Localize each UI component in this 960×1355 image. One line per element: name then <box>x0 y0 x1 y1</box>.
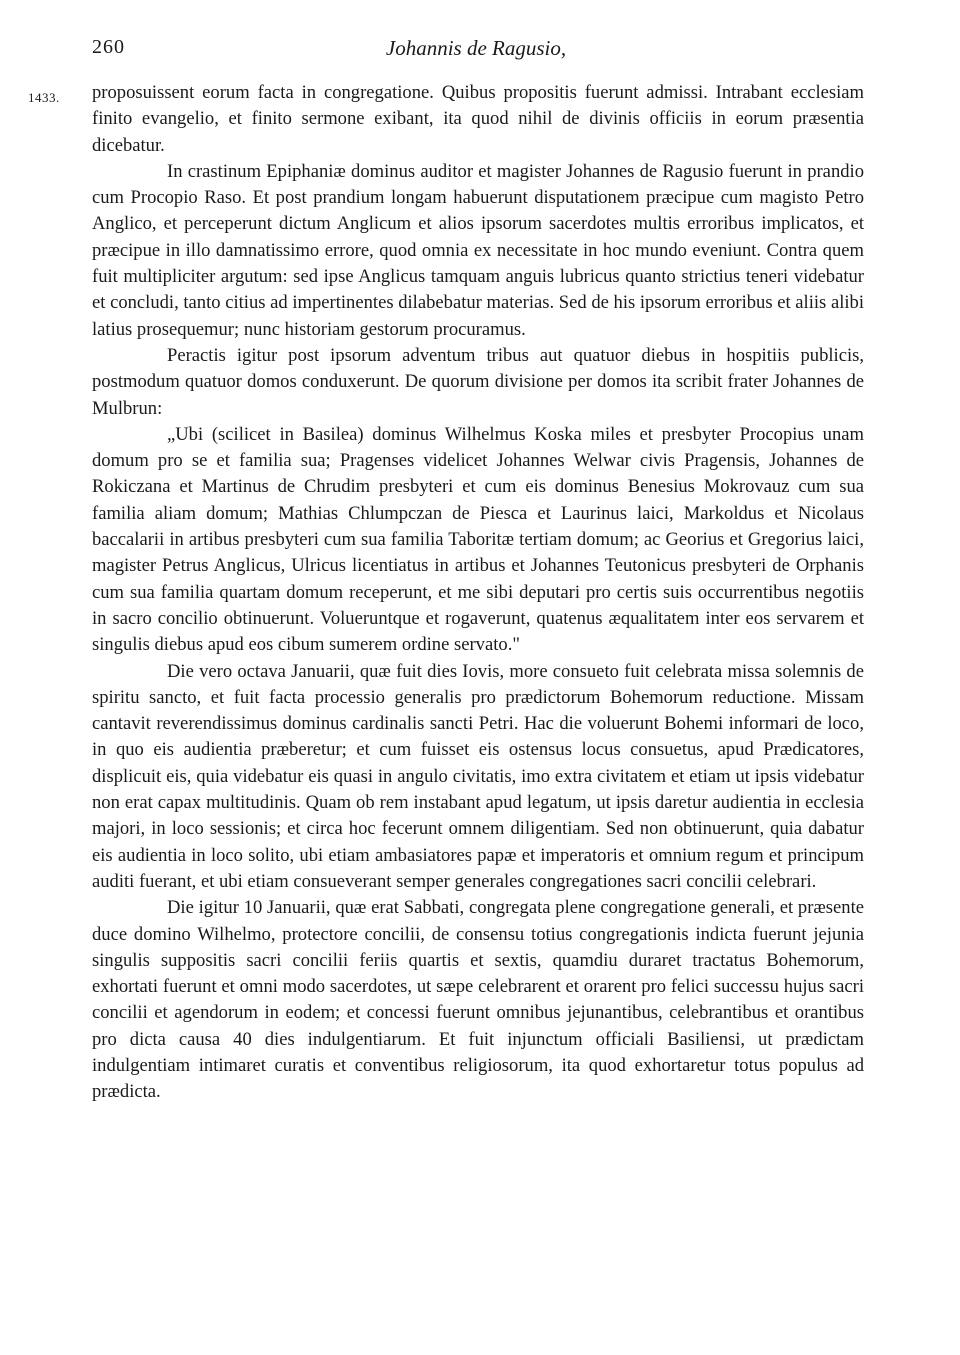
running-title: Johannis de Ragusio, <box>385 36 567 60</box>
paragraph: In crastinum Epiphaniæ dominus auditor et magister Johannes de Ragusio fuerunt in prandio cum Procopio Raso. Et post prandium longam habuerunt disputationem præcipue cum magisto Petro Anglico, et perceperunt dictum Anglicum et alios ipsorum sacerdotes multis erroribus implicatos, et præcipue in illo damnatissimo errore, quod omnia ex necessitate in hoc mundo eveniunt. Contra quem fuit multipliciter argutum: sed ipse Anglicus tamquam anguis lubricus quanto strictius teneri videbatur et concludi, tanto citius ad impertinentes dilabebatur materias. Sed de his ipsorum erroribus et aliis alibi latius prosequemur; nunc historiam gestorum procuramus. <box>92 160 864 340</box>
page-header <box>92 36 860 66</box>
paragraph: Die vero octava Januarii, quæ fuit dies Iovis, more consueto fuit celebrata missa solemnis de spiritu sancto, et fuit facta processio generalis pro prædictorum Bohemorum reductione. Missam cantavit reverendissimus dominus cardinalis sancti Petri. Hac die voluerunt Bohemi informari de loco, in quo eis audientia præberetur; et cum fuisset eis ostensus locus consuetus, apud Prædicatores, displicuit eis, quia videbatur eis quasi in angulo civitatis, imo extra civitatem et etiam ut ipsis videbatur non erat capax multitudinis. Quam ob rem instabant apud legatum, ut ipsis daretur audientia in ecclesia majori, in loco sessionis; et circa hoc fecerunt omnem diligentiam. Sed non obtinuerunt, quia dabatur eis audientia in loco solito, ubi etiam ambasiatores papæ et imperatoris et omnium regum et principum auditi fuerant, et ubi etiam consueverant semper generales congregationes sacri concilii celebrari. <box>92 660 864 892</box>
paragraph: proposuissent eorum facta in congregatione. Quibus propositis fuerunt admissi. Intrabant ecclesiam finito evangelio, et finito sermone exibant, ita quod nihil de divinis officiis in eorum præsentia dicebatur. <box>92 82 864 156</box>
paragraph: Die igitur 10 Januarii, quæ erat Sabbati, congregata plene congregatione generali, et præsente duce domino Wilhelmo, protectore concilii, de consensu totius congregationis indicta fuerunt jejunia singulis suppositis sacri concilii feriis quartis et sextis, quamdiu duraret tractatus Bohemorum, exhortati fuerunt et omni modo sacerdotes, ut sæpe celebrarent et orarent pro felici successu hujus sacri concilii et agendorum in eodem; et concessi fuerunt omnibus jejunantibus, celebrantibus et orantibus pro dicta causa 40 dies indulgentiarum. Et fuit injunctum officiali Basiliensi, ut prædictam indulgentiam intimaret curatis et conventibus religiosorum, ita quod exhortaretur totus populus ad prædicta. <box>92 897 864 1103</box>
body-text <box>92 80 864 1106</box>
margin-year-note: 1433. <box>28 90 60 105</box>
page-number: 260 <box>92 36 125 58</box>
quoted-paragraph: „Ubi (scilicet in Basilea) dominus Wilhelmus Koska miles et presbyter Procopius unam domum pro se et familia sua; Pragenses videlicet Johannes Welwar civis Pragensis, Johannes de Rokiczana et Martinus de Chrudim presbyteri et cum eis dominus Benesius Mokrovauz cum sua familia aliam domum; Mathias Chlumpczan de Piesca et Laurinus laici, Markoldus et Nicolaus baccalarii in artibus presbyteri cum sua familia Taboritæ tertiam domum; ac Georius et Gregorius laici, magister Petrus Anglicus, Ulricus licentiatus in artibus et Johannes Teutonicus presbyteri de Orphanis cum sua familia quartam domum receperunt, et me sibi deputari pro certis suis occurrentibus negotiis in sacro concilio obtinuerunt. Volueruntque et rogaverunt, quatenus æqualitatem inter eos servarem et singulis diebus apud eos cibum sumerem ordine servato." <box>92 423 864 656</box>
paragraph: Peractis igitur post ipsorum adventum tribus aut quatuor diebus in hospitiis publicis, postmodum quatuor domos conduxerunt. De quorum divisione per domos ita scribit frater Johannes de Mulbrun: <box>92 344 864 419</box>
